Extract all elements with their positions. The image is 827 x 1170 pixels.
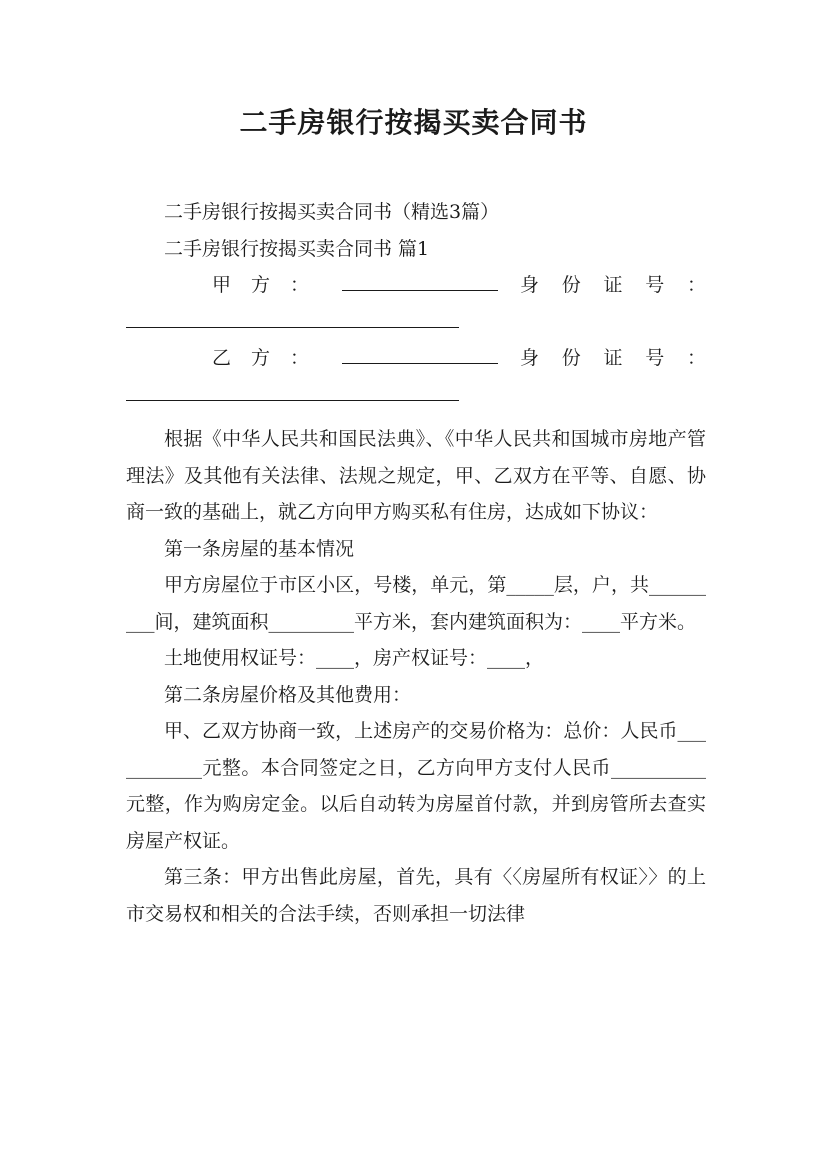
party-a-label-char: ：	[290, 274, 330, 296]
party-b-id-char: 份	[561, 347, 581, 369]
article-1-heading: 第一条房屋的基本情况	[164, 537, 355, 560]
section-heading: 二手房银行按揭买卖合同书 篇1	[164, 237, 430, 260]
document-title: 二手房银行按揭买卖合同书	[239, 106, 588, 139]
party-b-id-char: 号	[645, 347, 665, 369]
land-certificate-paragraph: 土地使用权证号：____，房产权证号：____，	[164, 647, 545, 669]
party-b-id-label	[520, 340, 706, 377]
party-b-line	[126, 340, 706, 377]
party-a-line	[126, 267, 706, 304]
party-b-id-char: 证	[603, 347, 623, 369]
party-a-id-char: 身	[520, 274, 540, 296]
subtitle-line: 二手房银行按揭买卖合同书（精选3篇）	[164, 201, 500, 223]
party-b-name-blank[interactable]	[342, 341, 498, 364]
party-b-label	[212, 340, 342, 377]
party-b-label-char: 方	[251, 347, 291, 369]
party-b-label-char: ：	[290, 347, 330, 369]
article-3-paragraph: 第三条：甲方出售此房屋，首先，具有〈〈房屋所有权证〉〉的上市交易权和相关的合法手续，否则承担一切法律	[126, 866, 706, 925]
article-2-price-paragraph: 甲、乙双方协商一致，上述房产的交易价格为：总价：人民币___________元整。本合同签定之日，乙方向甲方支付人民币__________元整，作为购房定金。以后自动转为房屋首付款，并到房管所去查实房屋产权证。	[126, 720, 706, 852]
document-body	[126, 194, 706, 932]
article-1-location-paragraph: 甲方房屋位于市区小区，号楼，单元，第_____层，户，共_________间，建筑面积_________平方米，套内建筑面积为：____平方米。	[126, 574, 706, 633]
party-a-id-char: ：	[686, 274, 706, 296]
party-a-label-char: 方	[251, 274, 291, 296]
party-a-label	[212, 267, 342, 304]
article-2-heading: 第二条房屋价格及其他费用：	[164, 683, 412, 706]
party-b-label-char: 乙	[212, 347, 252, 369]
party-a-id-label	[520, 267, 706, 304]
party-b-id-char: 身	[520, 347, 540, 369]
party-a-id-blank[interactable]	[126, 304, 706, 341]
party-a-name-blank[interactable]	[342, 268, 498, 291]
party-b-id-blank[interactable]	[126, 377, 706, 414]
party-a-id-char: 号	[645, 274, 665, 296]
party-a-id-char: 证	[603, 274, 623, 296]
party-a-id-char: 份	[561, 274, 581, 296]
party-a-label-char: 甲	[212, 274, 252, 296]
preamble-paragraph: 根据《中华人民共和国民法典》、《中华人民共和国城市房地产管理法》及其他有关法律、法规之规定，甲、乙双方在平等、自愿、协商一致的基础上，就乙方向甲方购买私有住房，达成如下协议：	[126, 428, 706, 523]
party-b-id-char: ：	[686, 347, 706, 369]
